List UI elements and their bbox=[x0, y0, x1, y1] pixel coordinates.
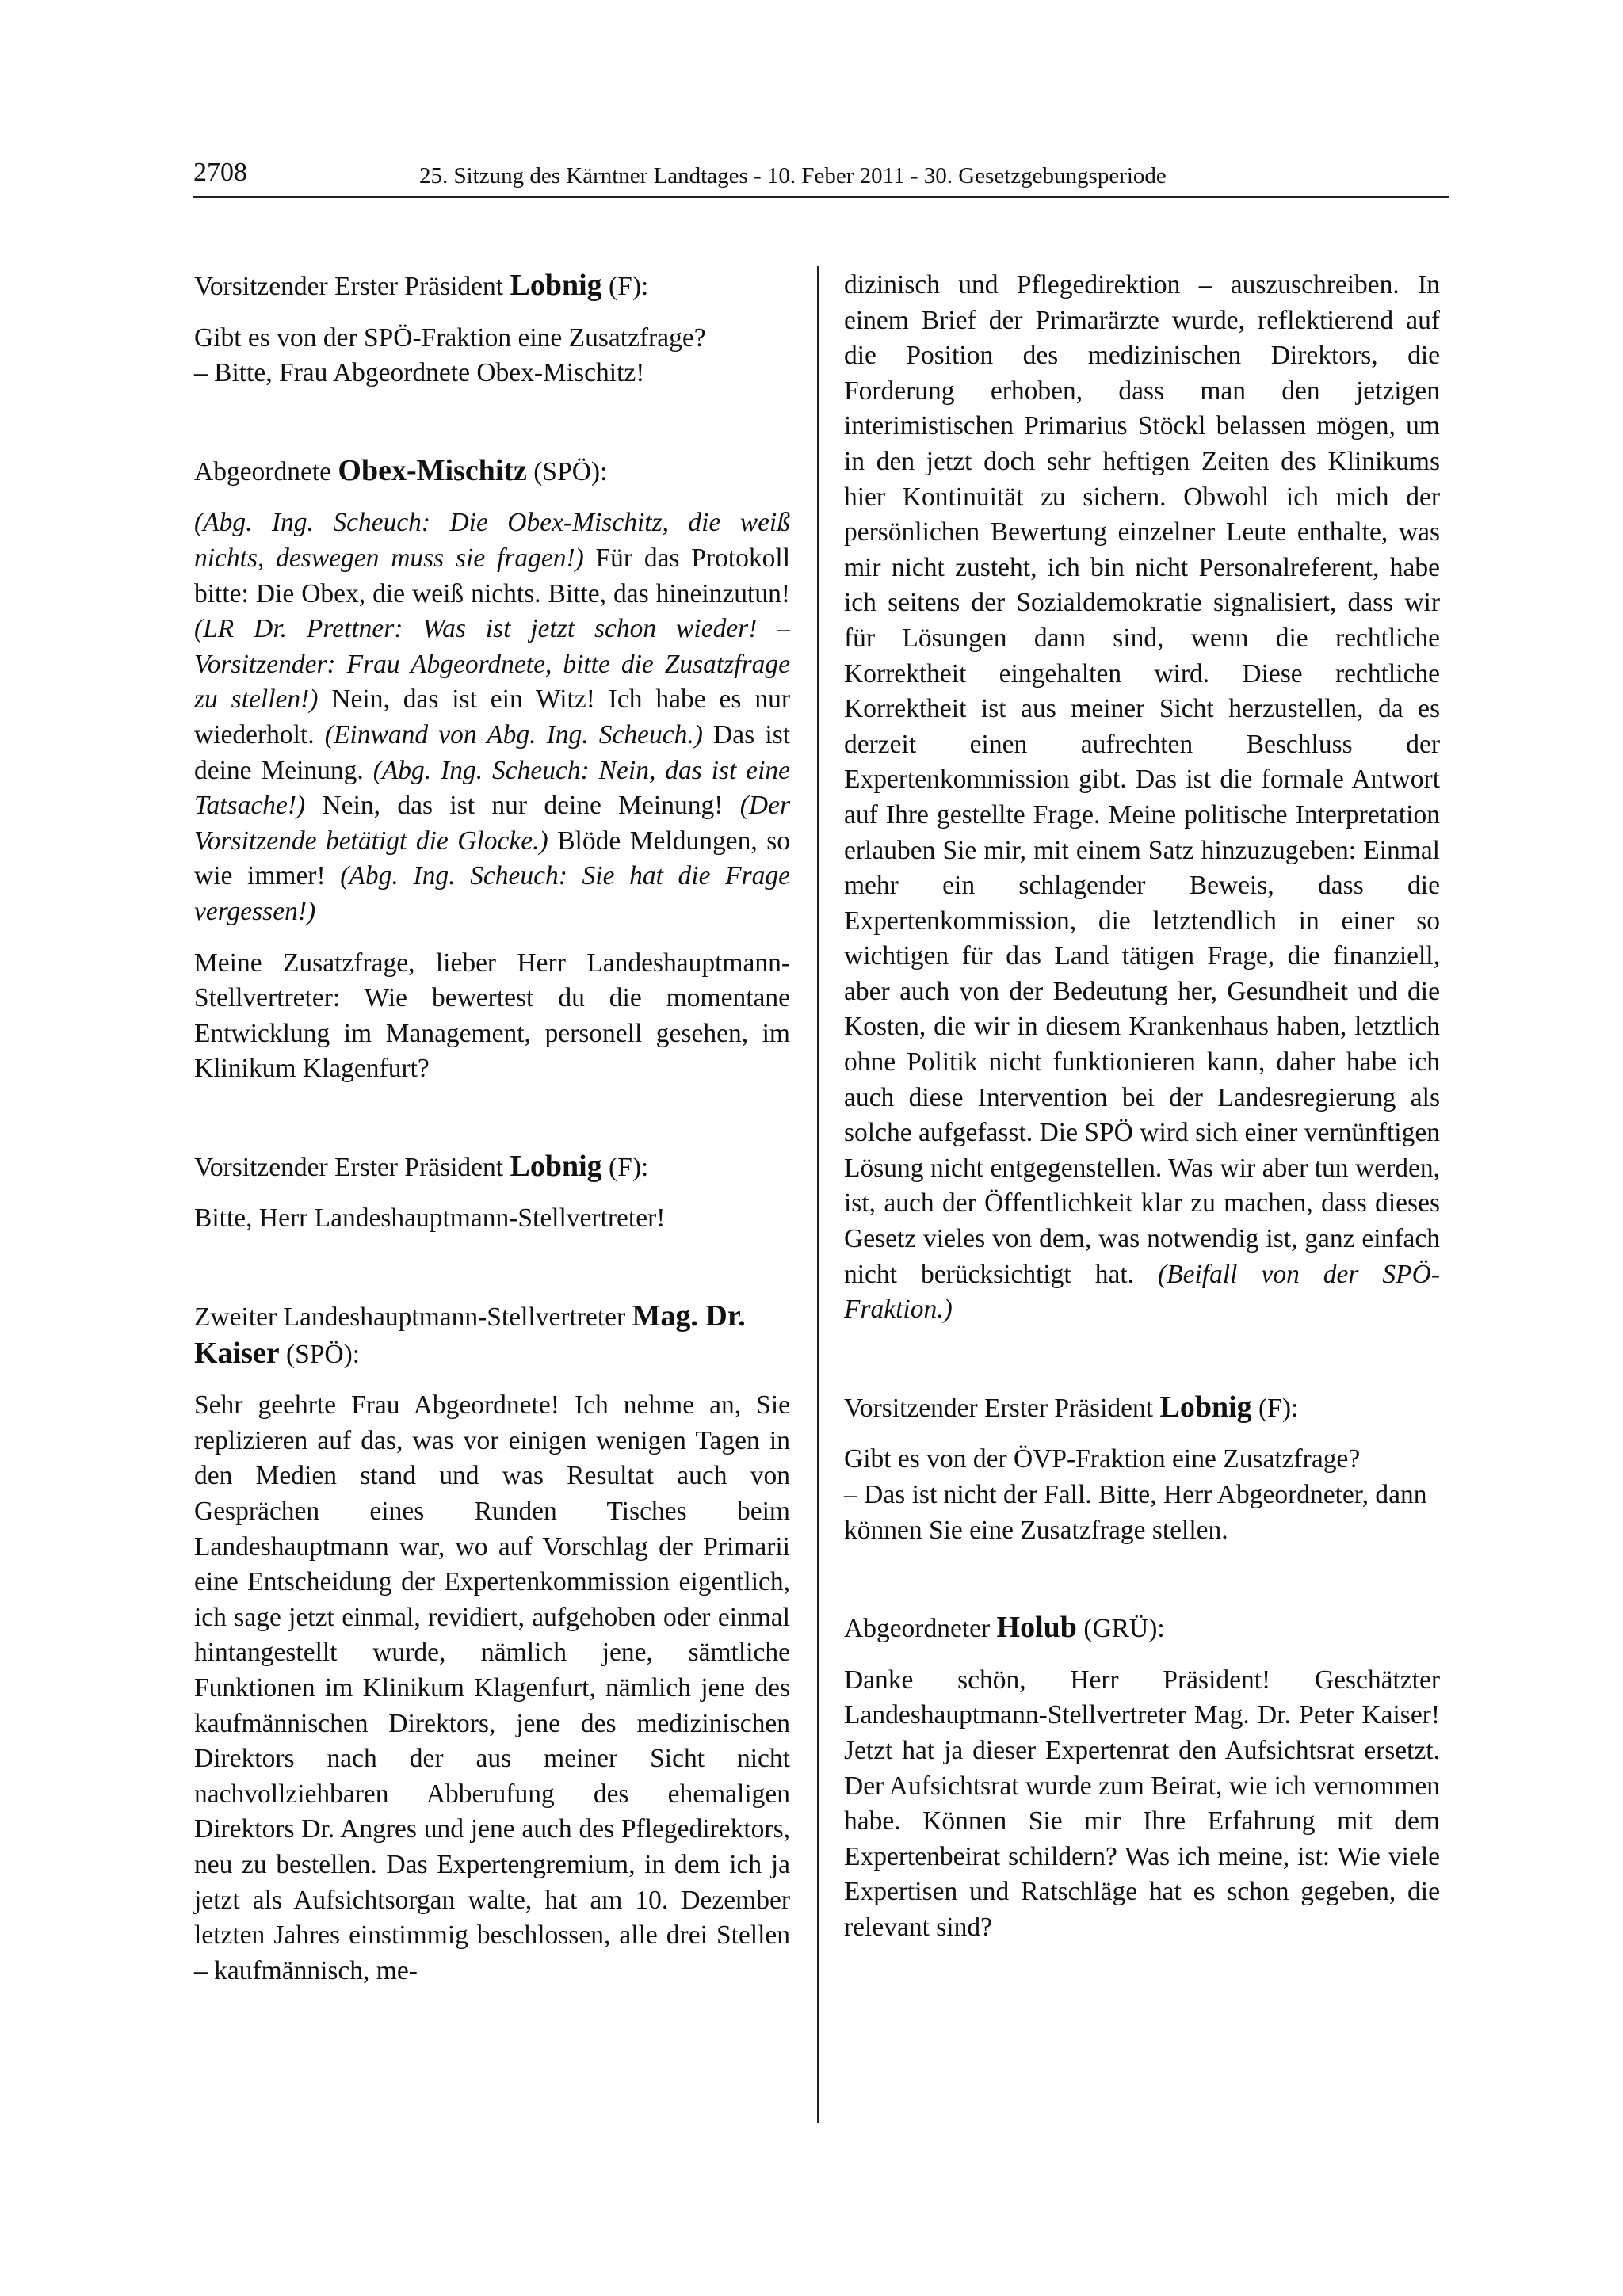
interjection: (Abg. Ing. Scheuch: Sie hat die Frage vergessen!) bbox=[194, 861, 790, 926]
speaker-role: Vorsitzender Erster Präsident bbox=[194, 272, 510, 301]
speaker-party: (SPÖ): bbox=[526, 456, 608, 486]
paragraph bbox=[844, 268, 1440, 1328]
spacer bbox=[194, 1103, 790, 1149]
speaker-name: Lobnig bbox=[1159, 1390, 1252, 1424]
interjection: (Abg. Ing. Scheuch: Die Obex-Mischitz, die weiß nichts, deswegen muss sie fragen!) bbox=[194, 508, 790, 573]
page-header bbox=[193, 157, 1449, 196]
spacer bbox=[844, 1564, 1440, 1610]
speaker-name: Holub bbox=[996, 1611, 1077, 1645]
speaker-name: Obex-Mischitz bbox=[338, 453, 527, 487]
paragraph-text: – Bitte, Frau Abgeordnete Obex-Mischitz! bbox=[194, 358, 645, 388]
left-column bbox=[194, 268, 790, 2004]
speaker-heading bbox=[844, 1390, 1440, 1427]
paragraph: Meine Zusatzfrage, lieber Herr Landeshauptmann-Stellvertreter: Wie bewertest du die momentane Entwicklung im Management, personell gesehen, im Klinikum Klagenfurt? bbox=[194, 948, 790, 1084]
running-title: 25. Sitzung des Kärntner Landtages - 10. Feber 2011 - 30. Gesetzgebungsperiode bbox=[419, 163, 1167, 189]
paragraph-text: dizinisch und Pflegedirektion – auszuschreiben. In einem Brief der Primarärzte wurde, reflektierend auf die Position des medizinischen Direktors, die Forderung erhoben, dass man den jetzigen interimistischen Primarius Stöckl belassen mögen, um in den jetzt doch sehr heftigen Zeiten des Klinikums hier Kontinuität zu sichern. Obwohl ich mich der persönlichen Bewertung einzelner Leute enthalte, was mir nicht zusteht, ich bin nicht Personalreferent, habe ich seitens der Sozialdemokratie signalisiert, dass wir für Lösungen dann sind, wenn die rechtliche Korrektheit eingehalten wird. Diese rechtliche Korrektheit ist aus meiner Sicht herzustellen, da es derzeit einen aufrechten Beschluss der Expertenkommission gibt. Das ist die formale Antwort auf Ihre gestellte Frage. Meine politische Interpretation erlauben Sie mir, mit einem Satz hinzuzugeben: Einmal mehr ein schlagender Beweis, dass die Expertenkommission, die letztendlich in einer so wichtigen für das Land tätigen Frage, die finanziell, aber auch von der Bedeutung her, Gesundheit und die Kosten, die wir in diesem Krankenhaus haben, letztlich ohne Politik nicht funktionieren kann, daher habe ich auch diese Intervention bei der Landesregierung als solche aufgefasst. Die SPÖ wird sich einer vernünftigen Lösung nicht entgegenstellen. Was wir aber tun werden, ist, auch der Öffentlichkeit klar zu machen, dass dieses Gesetz vieles von dem, was notwendig ist, ganz einfach nicht berücksichtigt hat. bbox=[844, 270, 1440, 1289]
speaker-party: (GRÜ): bbox=[1076, 1614, 1165, 1644]
paragraph-text: Das ist deine Meinung. bbox=[194, 719, 791, 785]
speaker-party: (F): bbox=[601, 1152, 649, 1182]
speaker-name: Mag. Dr. Kaiser bbox=[194, 1299, 746, 1370]
header-rule bbox=[193, 196, 1449, 198]
speaker-heading bbox=[844, 1610, 1440, 1647]
speaker-role: Abgeordnete bbox=[194, 456, 338, 486]
speaker-heading bbox=[194, 268, 790, 305]
paragraph-text: Gibt es von der SPÖ-Fraktion eine Zusatzfrage? bbox=[194, 322, 706, 353]
paragraph bbox=[194, 321, 790, 391]
interjection: (LR Dr. Prettner: Was ist jetzt schon wieder! – Vorsitzender: Frau Abgeordnete, bitte die Zusatzfrage zu stellen!) bbox=[194, 614, 790, 715]
speaker-party: (F): bbox=[1251, 1393, 1299, 1423]
spacer bbox=[194, 407, 790, 453]
speaker-role: Vorsitzender Erster Präsident bbox=[844, 1393, 1160, 1423]
interjection: (Beifall von der SPÖ-Fraktion.) bbox=[844, 1259, 1440, 1325]
paragraph: Sehr geehrte Frau Abgeordnete! Ich nehme an, Sie replizieren auf das, was vor einigen wenigen Tagen in den Medien stand und was Resultat auch von Gesprächen eines Runden Tisches beim Landeshauptmann war, wo auf Vorschlag der Primarii eine Entscheidung der Expertenkommission eigentlich, ich sage jetzt einmal, revidiert, aufgehoben oder einmal hintangestellt wurde, nämlich jene, sämtliche Funktionen im Klinikum Klagenfurt, nämlich jene des kaufmännischen Direktors, jene des medizinischen Direktors nach der aus meiner Sicht nicht nachvollziehbaren Abberufung des ehemaligen Direktors Dr. Angres und jene auch des Pflegedirektors, neu zu bestellen. Das Expertengremium, in dem ich ja jetzt als Aufsichtsorgan walte, hat am 10. Dezember letzten Jahres einstimmig beschlossen, alle drei Stellen – kaufmännisch, me- bbox=[194, 1390, 790, 1985]
interjection: (Abg. Ing. Scheuch: Nein, das ist eine Tatsache!) bbox=[194, 755, 790, 821]
interjection: (Der Vorsitzende betätigt die Glocke.) bbox=[194, 791, 790, 856]
paragraph-text: – Das ist nicht der Fall. Bitte, Herr Abgeordneter, dann können Sie eine Zusatzfrage stellen. bbox=[844, 1480, 1427, 1545]
speaker-role: Abgeordneter bbox=[844, 1614, 997, 1644]
speaker-party: (SPÖ): bbox=[279, 1339, 361, 1369]
speaker-role: Zweiter Landeshauptmann-Stellvertreter bbox=[194, 1302, 632, 1333]
speaker-name: Lobnig bbox=[510, 1149, 602, 1183]
paragraph bbox=[194, 505, 790, 929]
column-divider bbox=[817, 266, 819, 2123]
speaker-heading bbox=[194, 1149, 790, 1186]
speaker-name: Lobnig bbox=[510, 269, 602, 302]
page-number: 2708 bbox=[193, 158, 247, 187]
speaker-role: Vorsitzender Erster Präsident bbox=[194, 1152, 510, 1182]
paragraph-text: Für das Protokoll bitte: Die Obex, die weiß nichts. Bitte, das hineinzutun! bbox=[194, 543, 791, 608]
right-column bbox=[844, 268, 1440, 1962]
paragraph-text: Gibt es von der ÖVP-Fraktion eine Zusatzfrage? bbox=[844, 1444, 1361, 1474]
paragraph-text: Nein, das ist nur deine Meinung! bbox=[305, 791, 740, 821]
interjection: (Einwand von Abg. Ing. Scheuch.) bbox=[324, 719, 703, 749]
paragraph-text: Blöde Meldungen, so wie immer! bbox=[194, 826, 790, 891]
paragraph-text: Nein, das ist ein Witz! Ich habe es nur wiederholt. bbox=[194, 685, 790, 749]
speaker-party: (F): bbox=[601, 272, 649, 301]
spacer bbox=[194, 1253, 790, 1299]
paragraph: Bitte, Herr Landeshauptmann-Stellvertreter! bbox=[194, 1203, 666, 1234]
spacer bbox=[844, 1344, 1440, 1390]
paragraph bbox=[844, 1442, 1440, 1548]
speaker-heading bbox=[194, 453, 790, 490]
speaker-heading bbox=[194, 1299, 790, 1372]
paragraph: Danke schön, Herr Präsident! Geschätzter Landeshauptmann-Stellvertreter Mag. Dr. Peter Kaiser! Jetzt hat ja dieser Expertenrat den Aufsichtsrat ersetzt. Der Aufsichtsrat wurde zum Beirat, wie ich vernommen habe. Können Sie mir Ihre Erfahrung mit dem Expertenbeirat schildern? Was ich meine, ist: Wie viele Expertisen und Ratschläge hat es schon gegeben, die relevant sind? bbox=[844, 1665, 1440, 1942]
